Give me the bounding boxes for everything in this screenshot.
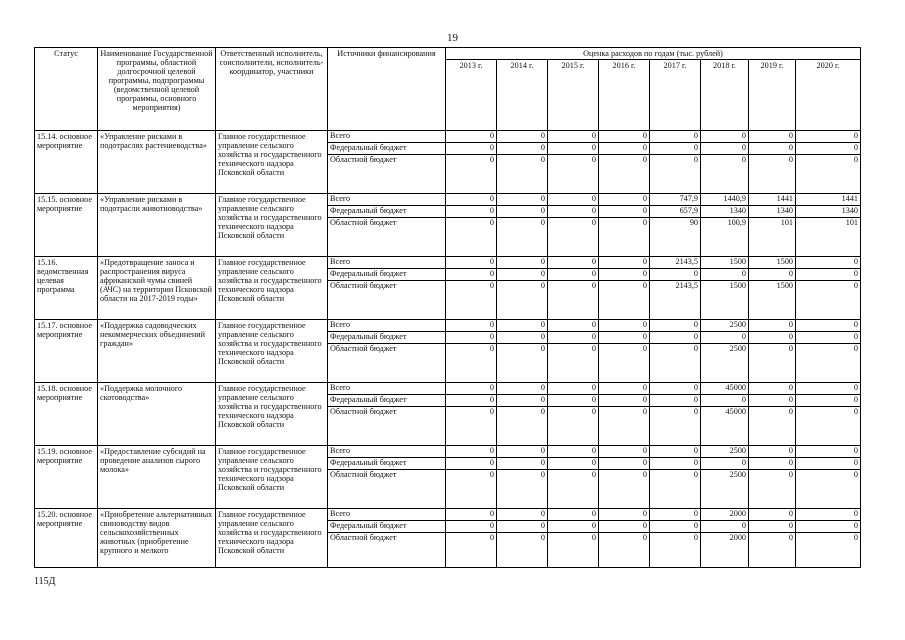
year-values — [599, 509, 650, 568]
table-row — [35, 131, 861, 194]
amount-cell: 0 — [650, 521, 700, 533]
row-status: 15.19. основное мероприятие — [35, 446, 98, 509]
amount-cell: 0 — [489, 344, 494, 353]
row-responsible: Главное государственное управление сельского хозяйства и государственного технического надзора Псковской области — [216, 383, 328, 446]
funding-source: Областной бюджет — [330, 407, 397, 416]
year-values — [749, 131, 796, 194]
year-values — [548, 131, 599, 194]
page-number: 19 — [447, 32, 458, 44]
amount-cell: 0 — [701, 521, 748, 533]
amount-cell: 0 — [642, 344, 647, 353]
amount-cell: 0 — [591, 155, 596, 164]
amount-cell: 0 — [446, 131, 496, 143]
amount-cell: 0 — [446, 194, 496, 206]
amount-cell: 45000 — [725, 407, 746, 416]
amount-cell: 0 — [650, 269, 700, 281]
amount-cell: 0 — [749, 143, 795, 155]
amount-cell: 0 — [788, 407, 793, 416]
year-values — [749, 383, 796, 446]
amount-cell: 0 — [540, 533, 545, 542]
row-sources — [328, 320, 446, 383]
amount-cell: 0 — [489, 407, 494, 416]
amount-cell: 0 — [497, 194, 547, 206]
amount-cell: 0 — [650, 509, 700, 521]
amount-cell: 101 — [780, 218, 793, 227]
funding-source: Федеральный бюджет — [328, 206, 445, 218]
funding-source: Федеральный бюджет — [328, 395, 445, 407]
year-values — [497, 131, 548, 194]
amount-cell: 0 — [796, 521, 860, 533]
table-row — [35, 509, 861, 568]
year-values — [796, 320, 861, 383]
amount-cell: 0 — [650, 143, 700, 155]
row-program-name: «Управление рисками в подотраслях растениеводства» — [98, 131, 216, 194]
amount-cell: 0 — [599, 458, 649, 470]
funding-source: Всего — [328, 131, 445, 143]
table-row — [35, 320, 861, 383]
year-values — [599, 446, 650, 509]
amount-cell: 0 — [701, 458, 748, 470]
year-values — [497, 383, 548, 446]
year-values — [650, 131, 701, 194]
amount-cell: 0 — [497, 509, 547, 521]
year-values — [749, 257, 796, 320]
row-status: 15.20. основное мероприятие — [35, 509, 98, 568]
amount-cell: 2000 — [729, 533, 746, 542]
amount-cell: 0 — [749, 521, 795, 533]
amount-cell: 0 — [591, 218, 596, 227]
row-status: 15.16. ведомственная целевая программа — [35, 257, 98, 320]
amount-cell: 0 — [853, 344, 859, 353]
amount-cell: 0 — [497, 269, 547, 281]
amount-cell: 0 — [796, 446, 860, 458]
amount-cell: 0 — [540, 218, 545, 227]
row-program-name: «Предотвращение заноса и распространения вируса африканской чумы свиней (АЧС) на территории Псковской области на 2017-2019 годы» — [98, 257, 216, 320]
amount-cell: 0 — [446, 143, 496, 155]
amount-cell: 0 — [642, 533, 647, 542]
amount-cell: 0 — [796, 131, 860, 143]
amount-cell: 0 — [853, 533, 859, 542]
amount-cell: 1340 — [796, 206, 860, 218]
amount-cell: 0 — [701, 395, 748, 407]
amount-cell: 0 — [599, 521, 649, 533]
table-row — [35, 383, 861, 446]
amount-cell: 0 — [650, 458, 700, 470]
amount-cell: 0 — [497, 206, 547, 218]
amount-cell: 0 — [548, 458, 598, 470]
amount-cell: 0 — [591, 533, 596, 542]
year-values — [446, 509, 497, 568]
funding-source: Всего — [328, 383, 445, 395]
year-values — [599, 383, 650, 446]
year-values — [796, 383, 861, 446]
row-program-name: «Управление рисками в подотрасли животноводства» — [98, 194, 216, 257]
year-values — [796, 131, 861, 194]
year-values — [548, 320, 599, 383]
amount-cell: 0 — [540, 281, 545, 290]
amount-cell: 1441 — [796, 194, 860, 206]
amount-cell: 1340 — [701, 206, 748, 218]
header-year: 2019 г. — [749, 60, 796, 131]
header-year: 2014 г. — [497, 60, 548, 131]
amount-cell: 0 — [650, 131, 700, 143]
row-responsible: Главное государственное управление сельского хозяйства и государственного технического надзора Псковской области — [216, 194, 328, 257]
year-values — [701, 257, 749, 320]
amount-cell: 0 — [540, 155, 545, 164]
amount-cell: 2143,5 — [675, 281, 698, 290]
amount-cell: 0 — [749, 383, 795, 395]
header-estimate: Оценка расходов по годам (тыс. рублей) — [446, 48, 861, 60]
row-sources — [328, 194, 446, 257]
amount-cell: 0 — [599, 206, 649, 218]
expenditure-table — [34, 47, 861, 568]
year-values — [650, 320, 701, 383]
amount-cell: 0 — [446, 332, 496, 344]
year-values — [548, 383, 599, 446]
amount-cell: 0 — [446, 320, 496, 332]
header-year: 2017 г. — [650, 60, 701, 131]
amount-cell: 0 — [446, 509, 496, 521]
amount-cell: 0 — [796, 458, 860, 470]
amount-cell: 2143,5 — [650, 257, 700, 269]
row-responsible: Главное государственное управление сельского хозяйства и государственного технического надзора Псковской области — [216, 257, 328, 320]
amount-cell: 0 — [548, 131, 598, 143]
year-values — [701, 320, 749, 383]
year-values — [599, 320, 650, 383]
funding-source: Областной бюджет — [330, 533, 397, 542]
row-responsible: Главное государственное управление сельского хозяйства и государственного технического надзора Псковской области — [216, 446, 328, 509]
year-values — [796, 446, 861, 509]
year-values — [497, 194, 548, 257]
year-values — [497, 509, 548, 568]
year-values — [701, 446, 749, 509]
year-values — [446, 320, 497, 383]
amount-cell: 1500 — [776, 281, 793, 290]
amount-cell: 1500 — [729, 281, 746, 290]
amount-cell: 0 — [853, 470, 859, 479]
year-values — [446, 446, 497, 509]
amount-cell: 0 — [701, 269, 748, 281]
amount-cell: 2500 — [729, 470, 746, 479]
year-values — [650, 257, 701, 320]
header-year: 2018 г. — [701, 60, 749, 131]
amount-cell: 0 — [599, 131, 649, 143]
amount-cell: 0 — [446, 269, 496, 281]
year-values — [796, 257, 861, 320]
amount-cell: 0 — [788, 470, 793, 479]
amount-cell: 0 — [548, 332, 598, 344]
table-row — [35, 194, 861, 257]
amount-cell: 0 — [591, 470, 596, 479]
amount-cell: 0 — [497, 521, 547, 533]
amount-cell: 0 — [650, 395, 700, 407]
amount-cell: 0 — [650, 383, 700, 395]
amount-cell: 0 — [497, 320, 547, 332]
amount-cell: 0 — [446, 446, 496, 458]
row-responsible: Главное государственное управление сельского хозяйства и государственного технического надзора Псковской области — [216, 131, 328, 194]
row-sources — [328, 257, 446, 320]
row-sources — [328, 509, 446, 568]
amount-cell: 0 — [591, 407, 596, 416]
year-values — [548, 257, 599, 320]
amount-cell: 90 — [689, 218, 698, 227]
amount-cell: 0 — [497, 131, 547, 143]
amount-cell: 0 — [497, 257, 547, 269]
funding-source: Федеральный бюджет — [328, 332, 445, 344]
table-row — [35, 257, 861, 320]
year-values — [650, 194, 701, 257]
year-values — [796, 509, 861, 568]
amount-cell: 0 — [446, 383, 496, 395]
funding-source: Всего — [328, 257, 445, 269]
funding-source: Областной бюджет — [330, 281, 397, 290]
amount-cell: 45000 — [701, 383, 748, 395]
amount-cell: 0 — [548, 509, 598, 521]
amount-cell: 0 — [749, 446, 795, 458]
amount-cell: 657,9 — [650, 206, 700, 218]
header-year: 2015 г. — [548, 60, 599, 131]
amount-cell: 0 — [599, 269, 649, 281]
amount-cell: 2000 — [701, 509, 748, 521]
row-program-name: «Приобретение альтернативных свиноводству видов сельскохозяйственных животных (приобретение крупного и мелкого — [98, 509, 216, 568]
amount-cell: 0 — [489, 533, 494, 542]
amount-cell: 0 — [599, 395, 649, 407]
amount-cell: 0 — [599, 143, 649, 155]
amount-cell: 0 — [548, 143, 598, 155]
amount-cell: 0 — [650, 320, 700, 332]
year-values — [599, 131, 650, 194]
amount-cell: 0 — [548, 446, 598, 458]
funding-source: Федеральный бюджет — [328, 458, 445, 470]
amount-cell: 0 — [548, 257, 598, 269]
amount-cell: 101 — [845, 218, 859, 227]
amount-cell: 0 — [650, 332, 700, 344]
amount-cell: 0 — [446, 206, 496, 218]
amount-cell: 0 — [497, 383, 547, 395]
amount-cell: 0 — [548, 383, 598, 395]
amount-cell: 0 — [701, 332, 748, 344]
amount-cell: 0 — [701, 143, 748, 155]
amount-cell: 0 — [599, 194, 649, 206]
amount-cell: 0 — [796, 257, 860, 269]
header-sources: Источники финансирования — [328, 48, 446, 131]
amount-cell: 0 — [749, 332, 795, 344]
header-year: 2020 г. — [796, 60, 861, 131]
amount-cell: 0 — [497, 395, 547, 407]
amount-cell: 1340 — [749, 206, 795, 218]
amount-cell: 0 — [650, 446, 700, 458]
amount-cell: 0 — [642, 218, 647, 227]
amount-cell: 0 — [548, 194, 598, 206]
amount-cell: 0 — [788, 344, 793, 353]
amount-cell: 0 — [497, 446, 547, 458]
amount-cell: 0 — [642, 470, 647, 479]
amount-cell: 0 — [548, 269, 598, 281]
document-code: 115Д — [34, 576, 56, 587]
amount-cell: 0 — [796, 383, 860, 395]
amount-cell: 0 — [548, 206, 598, 218]
amount-cell: 0 — [796, 509, 860, 521]
year-values — [650, 446, 701, 509]
amount-cell: 0 — [788, 155, 793, 164]
header-status: Статус — [35, 48, 98, 131]
amount-cell: 0 — [446, 521, 496, 533]
amount-cell: 0 — [446, 395, 496, 407]
amount-cell: 0 — [749, 458, 795, 470]
amount-cell: 0 — [497, 332, 547, 344]
amount-cell: 0 — [642, 155, 647, 164]
row-status: 15.17. основное мероприятие — [35, 320, 98, 383]
amount-cell: 0 — [796, 320, 860, 332]
amount-cell: 0 — [853, 155, 859, 164]
row-status: 15.14. основное мероприятие — [35, 131, 98, 194]
amount-cell: 0 — [642, 407, 647, 416]
amount-cell: 0 — [642, 281, 647, 290]
funding-source: Всего — [328, 509, 445, 521]
amount-cell: 0 — [540, 470, 545, 479]
amount-cell: 1500 — [749, 257, 795, 269]
row-program-name: «Предоставление субсидий на проведение анализов сырого молока» — [98, 446, 216, 509]
header-year: 2013 г. — [446, 60, 497, 131]
amount-cell: 0 — [599, 446, 649, 458]
year-values — [701, 194, 749, 257]
row-status: 15.18. основное мероприятие — [35, 383, 98, 446]
amount-cell: 0 — [489, 155, 494, 164]
funding-source: Всего — [328, 194, 445, 206]
header-year: 2016 г. — [599, 60, 650, 131]
year-values — [548, 194, 599, 257]
year-values — [749, 509, 796, 568]
year-values — [749, 446, 796, 509]
amount-cell: 0 — [599, 383, 649, 395]
funding-source: Федеральный бюджет — [328, 521, 445, 533]
year-values — [599, 194, 650, 257]
amount-cell: 0 — [701, 131, 748, 143]
amount-cell: 0 — [749, 320, 795, 332]
amount-cell: 1500 — [701, 257, 748, 269]
row-responsible: Главное государственное управление сельского хозяйства и государственного технического надзора Псковской области — [216, 320, 328, 383]
amount-cell: 0 — [540, 344, 545, 353]
amount-cell: 0 — [749, 269, 795, 281]
amount-cell: 0 — [741, 155, 746, 164]
year-values — [650, 509, 701, 568]
year-values — [599, 257, 650, 320]
row-program-name: «Поддержка молочного скотоводства» — [98, 383, 216, 446]
amount-cell: 0 — [489, 281, 494, 290]
amount-cell: 100,9 — [727, 218, 746, 227]
year-values — [796, 194, 861, 257]
amount-cell: 0 — [796, 332, 860, 344]
amount-cell: 0 — [548, 521, 598, 533]
row-responsible: Главное государственное управление сельского хозяйства и государственного технического надзора Псковской области — [216, 509, 328, 568]
amount-cell: 0 — [489, 218, 494, 227]
amount-cell: 0 — [693, 533, 698, 542]
funding-source: Областной бюджет — [330, 218, 397, 227]
amount-cell: 1440,9 — [701, 194, 748, 206]
amount-cell: 747,9 — [650, 194, 700, 206]
year-values — [749, 194, 796, 257]
table-row — [35, 446, 861, 509]
amount-cell: 0 — [599, 332, 649, 344]
funding-source: Всего — [328, 320, 445, 332]
year-values — [446, 131, 497, 194]
amount-cell: 0 — [693, 344, 698, 353]
amount-cell: 0 — [693, 470, 698, 479]
funding-source: Областной бюджет — [330, 470, 397, 479]
amount-cell: 0 — [599, 320, 649, 332]
amount-cell: 0 — [548, 320, 598, 332]
funding-source: Областной бюджет — [330, 155, 397, 164]
funding-source: Федеральный бюджет — [328, 269, 445, 281]
amount-cell: 0 — [540, 407, 545, 416]
amount-cell: 0 — [796, 269, 860, 281]
year-values — [497, 320, 548, 383]
amount-cell: 0 — [853, 407, 859, 416]
funding-source: Всего — [328, 446, 445, 458]
row-sources — [328, 383, 446, 446]
row-status: 15.15. основное мероприятие — [35, 194, 98, 257]
year-values — [497, 446, 548, 509]
year-values — [497, 257, 548, 320]
funding-source: Областной бюджет — [330, 344, 397, 353]
header-responsible: Ответственный исполнитель, соисполнители, исполнитель-координатор, участники — [216, 48, 328, 131]
amount-cell: 0 — [853, 281, 859, 290]
amount-cell: 0 — [693, 407, 698, 416]
amount-cell: 0 — [489, 470, 494, 479]
amount-cell: 0 — [788, 533, 793, 542]
row-sources — [328, 446, 446, 509]
year-values — [701, 509, 749, 568]
year-values — [650, 383, 701, 446]
funding-source: Федеральный бюджет — [328, 143, 445, 155]
amount-cell: 2500 — [701, 320, 748, 332]
amount-cell: 0 — [796, 395, 860, 407]
amount-cell: 0 — [446, 458, 496, 470]
amount-cell: 0 — [497, 458, 547, 470]
row-program-name: «Поддержка садоводческих некоммерческих объединений граждан» — [98, 320, 216, 383]
row-sources — [328, 131, 446, 194]
amount-cell: 0 — [749, 131, 795, 143]
year-values — [548, 509, 599, 568]
amount-cell: 1441 — [749, 194, 795, 206]
amount-cell: 2500 — [729, 344, 746, 353]
amount-cell: 0 — [548, 395, 598, 407]
amount-cell: 0 — [599, 509, 649, 521]
year-values — [446, 257, 497, 320]
year-values — [749, 320, 796, 383]
year-values — [701, 131, 749, 194]
amount-cell: 0 — [446, 257, 496, 269]
amount-cell: 2500 — [701, 446, 748, 458]
amount-cell: 0 — [497, 143, 547, 155]
amount-cell: 0 — [749, 395, 795, 407]
year-values — [548, 446, 599, 509]
amount-cell: 0 — [591, 344, 596, 353]
amount-cell: 0 — [749, 509, 795, 521]
year-values — [446, 383, 497, 446]
year-values — [701, 383, 749, 446]
year-values — [446, 194, 497, 257]
amount-cell: 0 — [796, 143, 860, 155]
amount-cell: 0 — [599, 257, 649, 269]
header-program: Наименование Государственной программы, областной долгосрочной целевой программы, подпрограммы (ведомственной целевой программы, основного мероприятия) — [98, 48, 216, 131]
amount-cell: 0 — [693, 155, 698, 164]
amount-cell: 0 — [591, 281, 596, 290]
